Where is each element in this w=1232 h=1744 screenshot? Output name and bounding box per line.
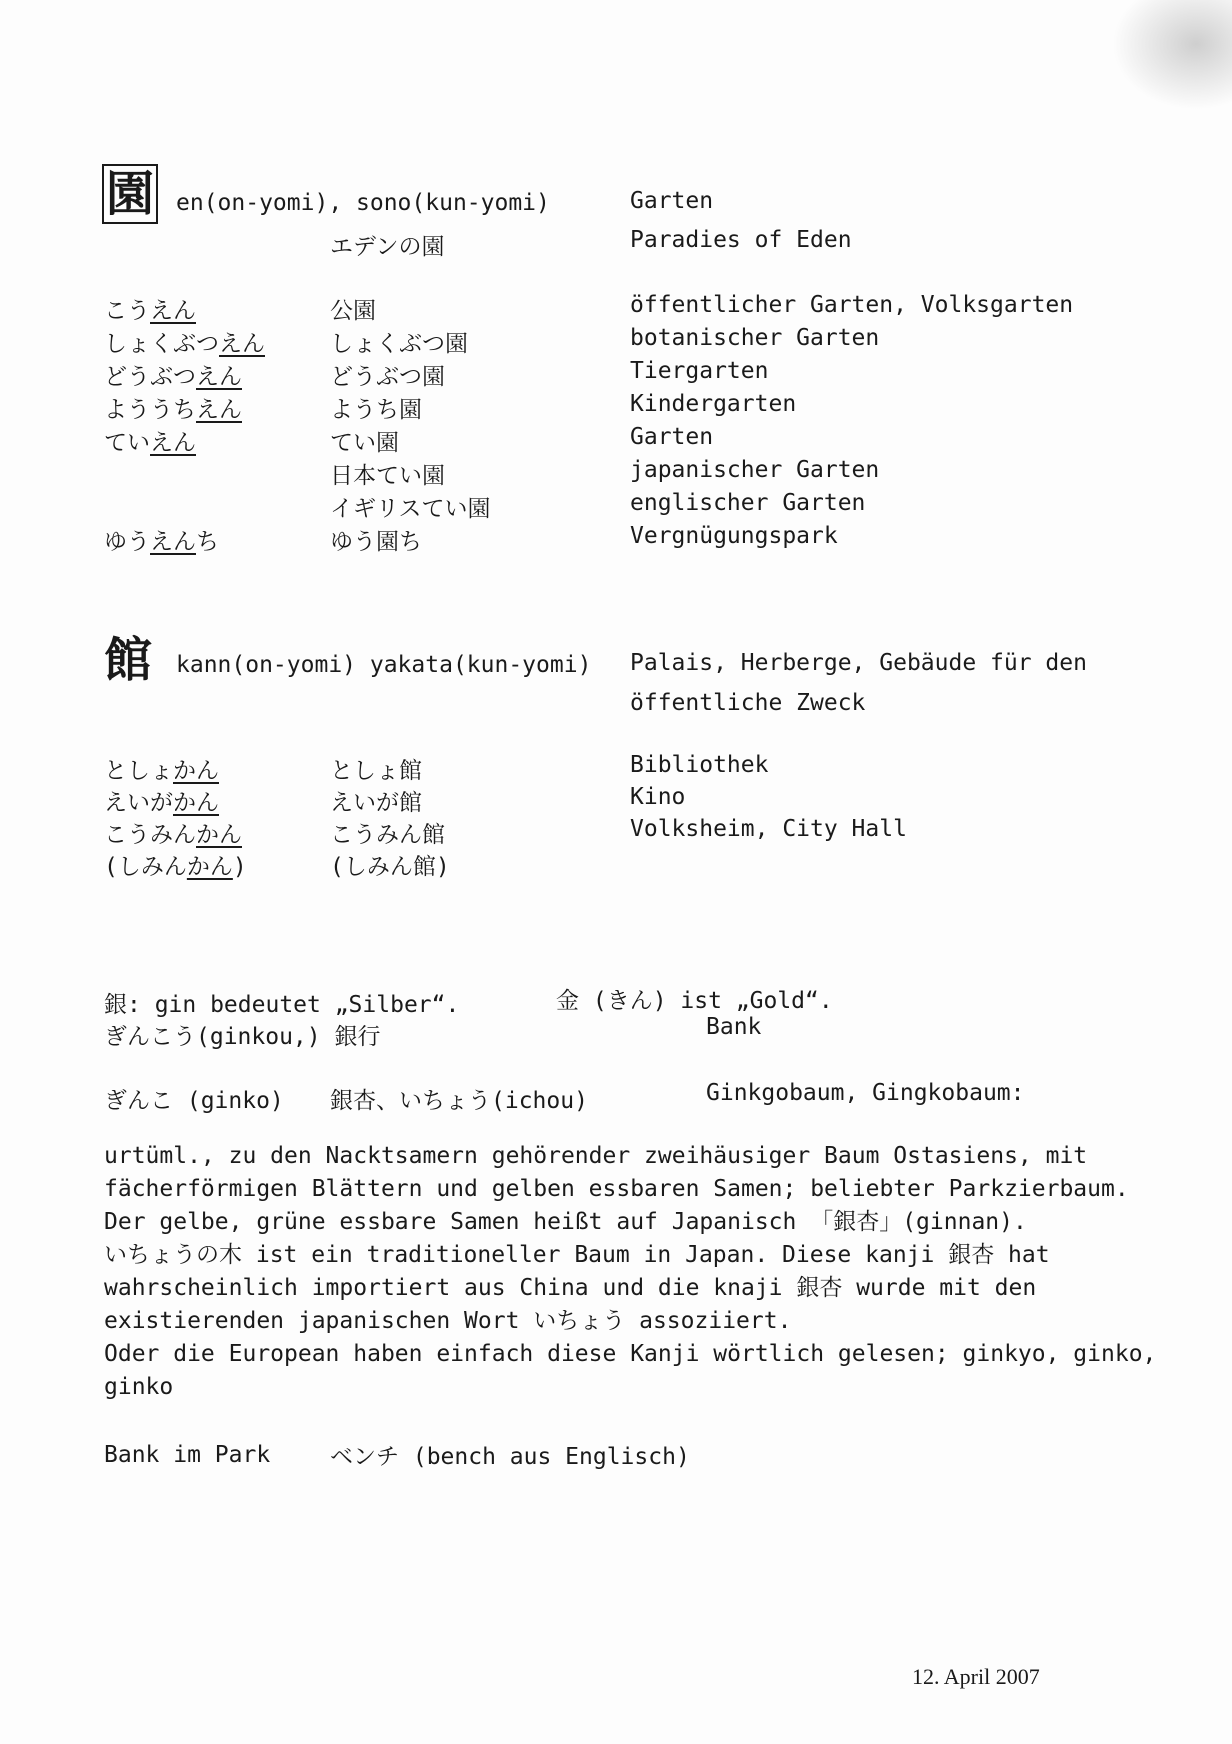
vocab-word: しょくぶつ園: [330, 331, 468, 357]
vocab-row: [0, 424, 1232, 457]
ginko-kanji: 銀杏、いちょう(ichou): [330, 1088, 588, 1114]
gin-line: 銀: gin bedeutet „Silber“.: [104, 992, 460, 1018]
reading-underlined: かん: [173, 790, 219, 816]
ginkou-line: ぎんこう(ginkou,) 銀行: [104, 1024, 381, 1050]
scan-smudge: [1112, 0, 1232, 110]
reading-underlined: かん: [173, 758, 219, 784]
vocab-meaning: Garten: [630, 424, 714, 450]
vocab-word: としょ館: [330, 758, 422, 784]
bench-word: ベンチ (bench aus Englisch): [330, 1444, 690, 1470]
vocab-word: 公園: [330, 298, 376, 324]
reading-prefix: こうみん: [104, 822, 196, 848]
paragraph-line: ginko: [104, 1374, 174, 1400]
vocab-word: どうぶつ園: [330, 364, 445, 390]
reading-prefix: (しみん: [104, 854, 187, 880]
vocab-word: イギリスてい園: [330, 496, 491, 522]
paragraph-line: existierenden japanischen Wort いちょう assoziiert.: [104, 1308, 792, 1334]
vocab-reading: [104, 816, 242, 849]
kanji-en-example-meaning: Paradies of Eden: [630, 227, 852, 253]
vocab-reading: [104, 424, 196, 457]
vocab-reading: [104, 848, 247, 881]
reading-underlined: かん: [196, 822, 242, 848]
vocab-reading: [104, 752, 219, 785]
vocab-meaning: Bibliothek: [630, 752, 769, 778]
ginko-reading: ぎんこ (ginko): [104, 1088, 284, 1114]
paragraph-line: いちょうの木 ist ein traditioneller Baum in Japan. Diese kanji 銀杏 hat: [104, 1242, 1050, 1268]
paragraph-line: fächerförmigen Blättern und gelben essbaren Samen; beliebter Parkzierbaum.: [104, 1176, 1129, 1202]
vocab-word: ゆう園ち: [330, 529, 422, 555]
vocab-row: [0, 784, 1232, 817]
vocab-row: [0, 523, 1232, 556]
vocab-reading: [104, 325, 265, 358]
kanji-kan-reading: kann(on-yomi) yakata(kun-yomi): [176, 652, 592, 678]
reading-prefix: よううち: [104, 397, 196, 423]
reading-prefix: どうぶつ: [104, 364, 196, 390]
reading-underlined: えん: [196, 397, 242, 423]
kin-line: 金 (きん) ist „Gold“.: [556, 988, 833, 1014]
vocab-reading: [104, 391, 242, 424]
kanji-kan-meaning-line2: öffentliche Zweck: [630, 690, 866, 716]
vocab-row: [0, 325, 1232, 358]
ginko-meaning: Ginkgobaum, Gingkobaum:: [706, 1080, 1025, 1106]
reading-underlined: えん: [150, 529, 196, 555]
paragraph-line: Oder die European haben einfach diese Kanji wörtlich gelesen; ginkyo, ginko,: [104, 1341, 1157, 1367]
vocab-meaning: japanischer Garten: [630, 457, 880, 483]
kanji-en-example: エデンの園: [330, 234, 445, 260]
vocab-reading: [104, 523, 219, 556]
kanji-en-reading: en(on-yomi), sono(kun-yomi): [176, 190, 550, 216]
paragraph-line: wahrscheinlich importiert aus China und die knaji 銀杏 wurde mit den: [104, 1275, 1037, 1301]
reading-prefix: こう: [104, 298, 150, 324]
vocab-meaning: Kindergarten: [630, 391, 797, 417]
vocab-word: えいが館: [330, 790, 422, 816]
bank-label: Bank: [706, 1014, 762, 1040]
reading-underlined: えん: [150, 430, 196, 456]
vocab-meaning: Tiergarten: [630, 358, 769, 384]
paragraph-line: Der gelbe, grüne essbare Samen heißt auf Japanisch 「銀杏」(ginnan).: [104, 1209, 1027, 1235]
vocab-word: (しみん館): [330, 854, 450, 880]
kanji-kan-meaning-line1: Palais, Herberge, Gebäude für den: [630, 650, 1087, 676]
reading-underlined: えん: [196, 364, 242, 390]
reading-suffix: ち: [196, 529, 219, 555]
vocab-row: [0, 457, 1232, 490]
vocab-row: [0, 848, 1232, 881]
reading-underlined: えん: [150, 298, 196, 324]
vocab-row: [0, 358, 1232, 391]
vocab-meaning: Vergnügungspark: [630, 523, 838, 549]
vocab-row: [0, 816, 1232, 849]
vocab-word: 日本てい園: [330, 463, 445, 489]
vocab-row: [0, 752, 1232, 785]
reading-prefix: ゆう: [104, 529, 150, 555]
vocab-word: こうみん館: [330, 822, 445, 848]
reading-prefix: てい: [104, 430, 150, 456]
ginkgo-paragraph: [104, 1140, 1157, 1404]
vocab-row: [0, 292, 1232, 325]
reading-underlined: えん: [219, 331, 265, 357]
vocab-meaning: botanischer Garten: [630, 325, 880, 351]
reading-underlined: かん: [186, 854, 233, 880]
vocab-reading: [104, 358, 242, 391]
vocab-reading: [104, 292, 196, 325]
kanji-en: [102, 166, 158, 222]
kanji-en-meaning: Garten: [630, 188, 714, 214]
bench-label: Bank im Park: [104, 1442, 271, 1468]
reading-prefix: しょくぶつ: [104, 331, 219, 357]
vocab-row: [0, 391, 1232, 424]
reading-suffix: ): [232, 854, 247, 880]
vocab-word: てい園: [330, 430, 399, 456]
paragraph-line: urtüml., zu den Nacktsamern gehörender zweihäusiger Baum Ostasiens, mit: [104, 1143, 1088, 1169]
vocab-reading: [104, 784, 219, 817]
reading-prefix: えいが: [104, 790, 173, 816]
document-date: 12. April 2007: [912, 1664, 1040, 1689]
vocab-row: [0, 490, 1232, 523]
vocab-meaning: englischer Garten: [630, 490, 866, 516]
kanji-kan: 館: [104, 632, 153, 688]
vocab-meaning: öffentlicher Garten, Volksgarten: [630, 292, 1074, 318]
kanji-en-glyph: 園: [102, 164, 158, 224]
vocab-word: ようち園: [330, 397, 422, 423]
reading-prefix: としょ: [104, 758, 173, 784]
vocab-meaning: Kino: [630, 784, 686, 810]
vocab-meaning: Volksheim, City Hall: [630, 816, 907, 842]
